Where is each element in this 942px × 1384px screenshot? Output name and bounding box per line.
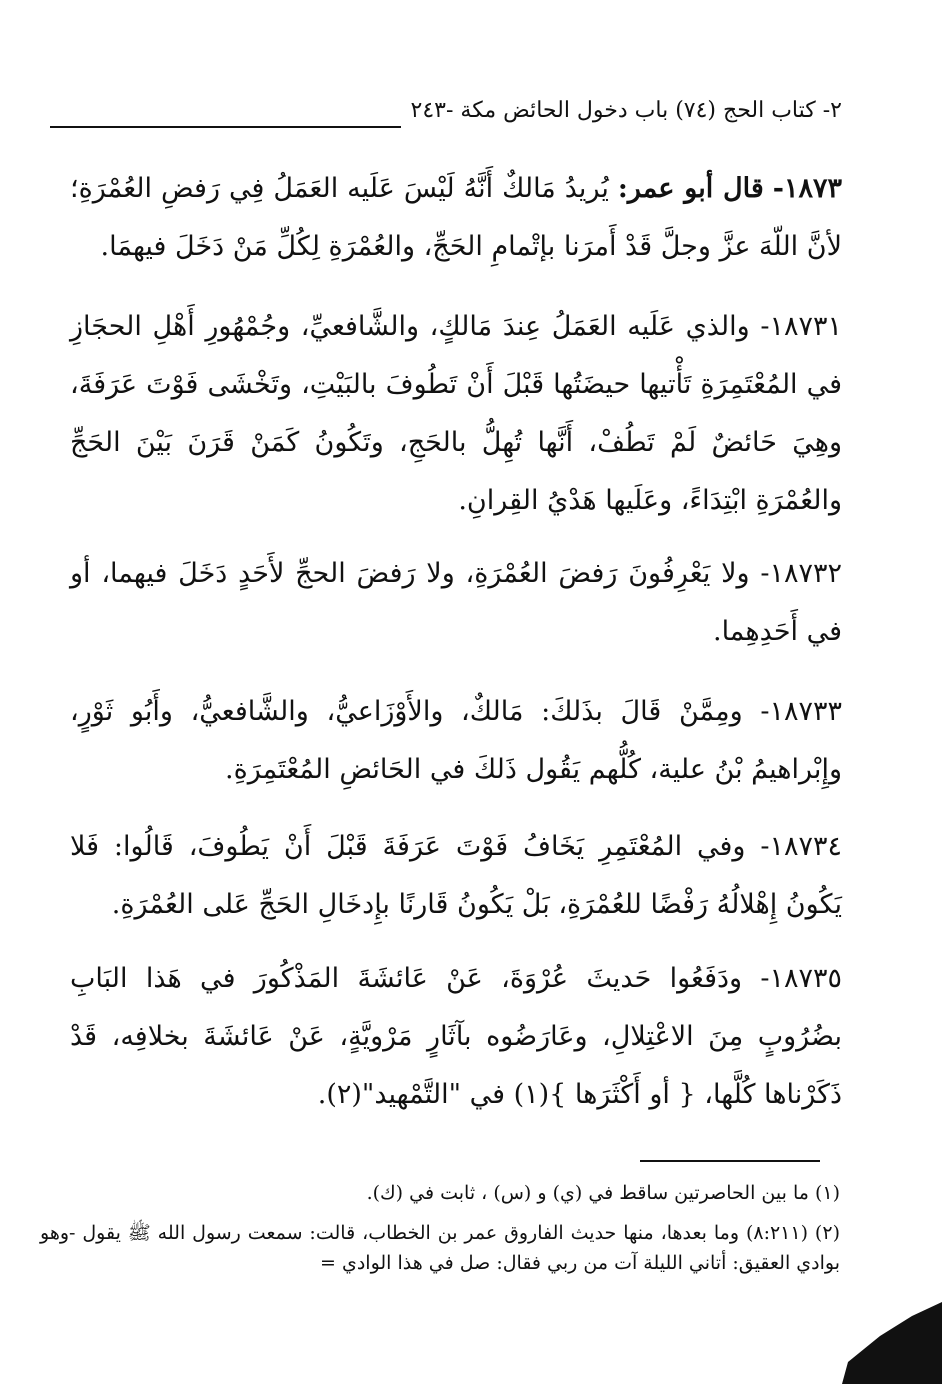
footnote-1: (١) ما بين الحاصرتين ساقط في (ي) و (س) ، ثابت في (ك). xyxy=(366,1182,840,1204)
paragraph-number: ١٨٧٣- xyxy=(772,173,842,204)
paragraph-text: والذي عَلَيه العَمَلُ عِندَ مَالكٍ، والشَّافعيِّ، وجُمْهُورِ أَهْلِ الحجَازِ في المُعْتَمِرَةِ تَأْتيها حيضَتُها قَبْلَ أَنْ تَطُوفَ بالبَيْتِ، وتَخْشَى فَوْتَ عَرَفَةَ، وهِيَ حَائضٌ لَمْ تَطُفْ، أَنَّها تُهِلُّ بالحَجِ، وتَكُونُ كَمَنْ قَرَنَ بَيْنَ الحَجِّ والعُمْرَةِ ابْتِدَاءً، وعَلَيها هَدْيُ القِرانِ. xyxy=(70,311,842,516)
paragraph-number: ١٨٧٣٣- xyxy=(760,696,842,727)
paragraph-1873 xyxy=(70,160,842,276)
paragraph-number: ١٨٧٣٥- xyxy=(760,963,843,994)
paragraph-number: ١٨٧٣١- xyxy=(760,311,842,342)
footnote-2: (٢) (٨:٢١١) وما بعدها، منها حديث الفاروق عمر بن الخطاب، قالت: سمعت رسول الله ﷺ يقول -وهو بوادي العقيق: أتاني الليلة آت من ربي فقال: صل في هذا الوادي = xyxy=(40,1222,840,1274)
paragraph-number: ١٨٧٣٢- xyxy=(760,558,842,589)
footnote-rule xyxy=(640,1160,820,1162)
paragraph-18735 xyxy=(70,950,842,1124)
paragraph-18732 xyxy=(70,545,842,661)
paragraph-text: وفي المُعْتَمِرِ يَخَافُ فَوْتَ عَرَفَةَ قَبْلَ أَنْ يَطُوفَ، قَالُوا: فَلا يَكُونُ إِهْلالُهُ رَفْضًا للعُمْرَةِ، بَلْ يَكُونُ قَارنًا بإِدخَالِ الحَجِّ عَلى العُمْرَةِ. xyxy=(70,831,842,920)
paragraph-text: ومِمَّنْ قَالَ بذَلكَ: مَالكٌ، والأَوْزَاعيُّ، والشَّافعيُّ، وأَبُو ثَوْرٍ، وإِبْراهيمُ بْنُ علية، كُلُّهم يَقُول ذَلكَ في الحَائضِ المُعْتَمِرَةِ. xyxy=(70,696,842,785)
running-header xyxy=(50,88,842,132)
header-rule xyxy=(50,126,401,128)
header-title: ٢- كتاب الحج (٧٤) باب دخول الحائض مكة -٢٤٣ xyxy=(410,97,842,123)
paragraph-text: ودَفَعُوا حَديثَ عُرْوَةَ، عَنْ عَائشَةَ المَذْكُورَ في هَذا البَابِ بضُرُوبٍ مِنَ الاعْتِلالِ، وعَارَضُوه بآثَارٍ مَرْويَّةٍ، عَنْ عَائشَةَ بخلافِه، قَدْ ذَكَرْناها كُلَّها، { أو أَكْثَرَها }(١) في "التَّمْهيد"(٢). xyxy=(70,963,842,1110)
paragraph-18734 xyxy=(70,818,842,934)
paragraph-18731 xyxy=(70,298,842,530)
paragraph-18733 xyxy=(70,683,842,799)
paragraph-text: ولا يَعْرِفُونَ رَفضَ العُمْرَةِ، ولا رَفضَ الحجِّ لأَحَدٍ دَخَلَ فيهما، أو في أَحَدِهِما. xyxy=(70,558,842,647)
paragraph-lead: قال أبو عمر: xyxy=(617,173,764,204)
paragraph-number: ١٨٧٣٤- xyxy=(760,831,842,862)
paragraph-text: يُريدُ مَالكٌ أَنَّهُ لَيْسَ عَلَيه العَمَلُ فِي رَفضِ العُمْرَةِ؛ لأنَّ اللّهَ عزَّ وجلَّ قَدْ أَمرَنا بإتْمامِ الحَجِّ، والعُمْرَةِ لِكُلِّ مَنْ دَخَلَ فيهمَا. xyxy=(70,173,842,262)
